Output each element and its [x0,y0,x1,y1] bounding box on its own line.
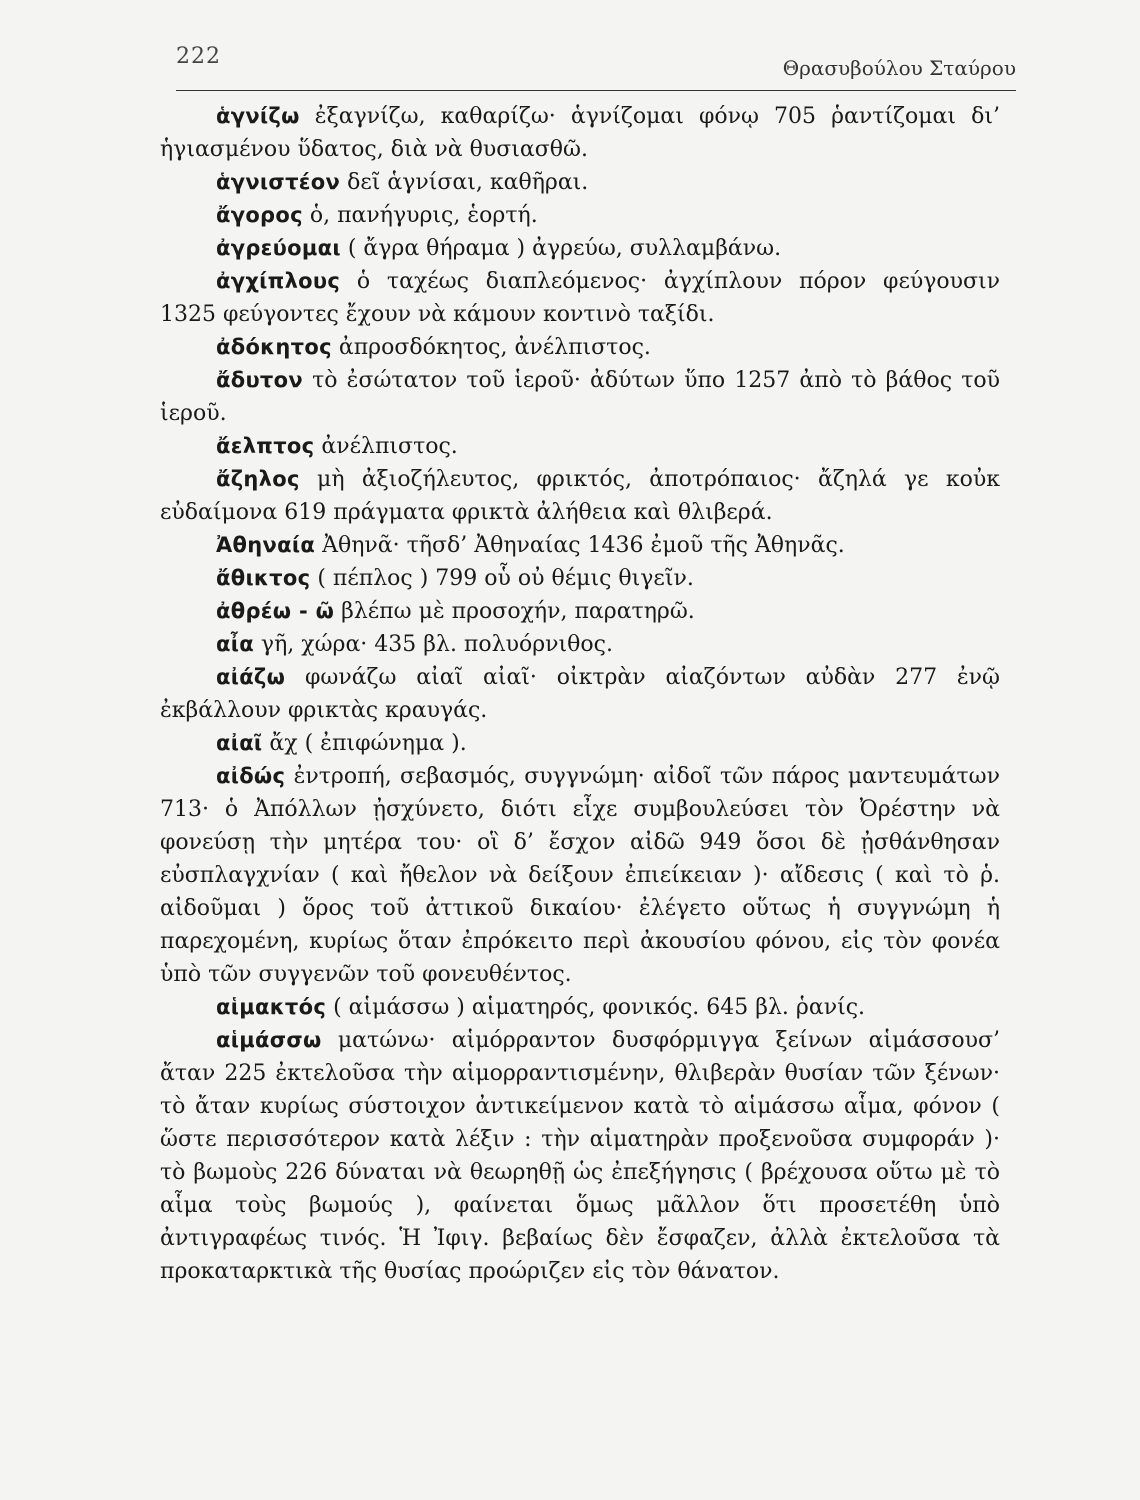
entry-definition: ἐξαγνίζω, καθαρίζω· ἁγνίζομαι φόνῳ 705 ῥαντίζομαι δι’ ἡγιασμένου ὕδατος, διὰ νὰ θυσιασθῶ. [160,104,1000,162]
entry-definition: μὴ ἀξιοζήλευτος, φρικτός, ἀποτρόπαιος· ἄζηλά γε κοὐκ εὐδαίμονα 619 πράγματα φρικτὰ ἀλήθεια καὶ θλιβερά. [160,467,1000,525]
glossary-entry [160,727,1000,760]
entry-headword: ἁγνιστέον [216,170,341,194]
glossary-entry [160,331,1000,364]
entry-definition: ματώνω· αἱμόρραντον δυσφόρμιγγα ξείνων αἱμάσσουσ’ ἄταν 225 ἐκτελοῦσα τὴν αἱμορραντισμένην, θλιβερὰν θυσίαν τῶν ξένων· τὸ ἄταν κυρίως σύστοιχον ἀντικείμενον κατὰ τὸ αἱμάσσω αἷμα, φόνον ( ὥστε περισσότερον κατὰ λέξιν : τὴν αἱματηρὰν προξενοῦσα συμφοράν )· τὸ βωμοὺς 226 δύναται νὰ θεωρηθῇ ὡς ἐπεξήγησις ( βρέχουσα οὕτω μὲ τὸ αἷμα τοὺς βωμούς ), φαίνεται ὅμως μᾶλλον ὅτι προσετέθη ὑπὸ ἀντιγραφέως τινός. Ἡ Ἰφιγ. βεβαίως δὲν ἔσφαζεν, ἀλλὰ ἐκτελοῦσα τὰ προκαταρκτικὰ τῆς θυσίας προώριζεν εἰς τὸν θάνατον. [160,1028,1000,1284]
glossary-entry [160,661,1000,727]
page-header [176,30,1016,90]
entry-headword: ἁγνίζω [216,104,300,128]
entry-headword: ἄγορος [216,203,303,227]
entry-definition: ὁ, πανήγυρις, ἑορτή. [302,203,538,228]
entry-headword: αἱμάσσω [216,1028,322,1052]
entry-headword: ἄδυτον [216,368,303,392]
glossary-entry [160,100,1000,166]
glossary-body [160,100,1000,1288]
entry-headword: ἀθρέω - ῶ [216,599,335,623]
entry-headword: αἰάζω [216,665,286,689]
entry-definition: ἐντροπή, σεβασμός, συγγνώμη· αἰδοῖ τῶν πάρος μαντευμάτων 713· ὁ Ἀπόλλων ᾐσχύνετο, διότι εἶχε συμβουλεύσει τὸν Ὀρέστην νὰ φονεύσῃ τὴν μητέρα του· οἳ δ’ ἔσχον αἰδῶ 949 ὅσοι δὲ ᾐσθάνθησαν εὐσπλαγχνίαν ( καὶ ἤθελον νὰ δείξουν ἐπιείκειαν )· αἴδεσις ( καὶ τὸ ῥ. αἰδοῦμαι ) ὅρος τοῦ ἀττικοῦ δικαίου· ἐλέγετο οὕτως ἡ συγγνώμη ἡ παρεχομένη, κυρίως ὅταν ἐπρόκειτο περὶ ἀκουσίου φόνου, εἰς τὸν φονέα ὑπὸ τῶν συγγενῶν τοῦ φονευθέντος. [160,764,1000,987]
entry-headword: αἱμακτός [216,995,327,1019]
entry-definition: ὁ ταχέως διαπλεόμενος· ἀγχίπλουν πόρον φεύγουσιν 1325 φεύγοντες ἔχουν νὰ κάμουν κοντινὸ ταξίδι. [160,269,1000,327]
glossary-entry [160,760,1000,991]
entry-definition: ( πέπλος ) 799 οὗ οὐ θέμις θιγεῖν. [310,566,694,591]
glossary-entry [160,265,1000,331]
glossary-entry [160,991,1000,1024]
entry-definition: τὸ ἐσώτατον τοῦ ἱεροῦ· ἀδύτων ὕπο 1257 ἀπὸ τὸ βάθος τοῦ ἱεροῦ. [160,368,1000,426]
entry-headword: ἄζηλος [216,467,300,491]
entry-headword: ἄελπτος [216,434,315,458]
running-title: Θρασυβούλου Σταύρου [782,56,1016,80]
entry-definition: ( ἄγρα θήραμα ) ἀγρεύω, συλλαμβάνω. [340,236,782,261]
entry-definition: βλέπω μὲ προσοχήν, παρατηρῶ. [334,599,695,624]
header-rule [176,90,1016,91]
entry-headword: ἀδόκητος [216,335,332,359]
entry-headword: αἶα [216,632,254,656]
glossary-entry [160,595,1000,628]
glossary-entry [160,166,1000,199]
entry-headword: ἀγχίπλους [216,269,341,293]
entry-headword: αἰαῖ [216,731,263,755]
glossary-entry [160,364,1000,430]
entry-definition: δεῖ ἁγνίσαι, καθῆραι. [340,170,589,195]
entry-definition: ( αἱμάσσω ) αἱματηρός, φονικός. 645 βλ. ῥανίς. [326,995,866,1020]
entry-headword: ἄθικτος [216,566,311,590]
entry-definition: γῆ, χώρα· 435 βλ. πολυόρνιθος. [253,632,613,657]
glossary-entry [160,1024,1000,1288]
entry-definition: ἀνέλπιστος. [314,434,458,459]
glossary-entry [160,199,1000,232]
glossary-entry [160,232,1000,265]
entry-definition: φωνάζω αἰαῖ αἰαῖ· οἰκτρὰν αἰαζόντων αὐδὰν 277 ἐνῷ ἐκβάλλουν φρικτὰς κραυγάς. [160,665,1000,723]
entry-definition: Ἀθηνᾶ· τῆσδ’ Ἀθηναίας 1436 ἐμοῦ τῆς Ἀθηνᾶς. [315,533,845,558]
glossary-entry [160,463,1000,529]
page-number: 222 [176,44,221,69]
entry-headword: Ἀθηναία [216,533,316,557]
entry-definition: ἄχ ( ἐπιφώνημα ). [262,731,467,756]
glossary-entry [160,562,1000,595]
glossary-entry [160,430,1000,463]
glossary-entry [160,628,1000,661]
entry-definition: ἀπροσδόκητος, ἀνέλπιστος. [331,335,651,360]
entry-headword: ἀγρεύομαι [216,236,341,260]
entry-headword: αἰδώς [216,764,286,788]
glossary-entry [160,529,1000,562]
